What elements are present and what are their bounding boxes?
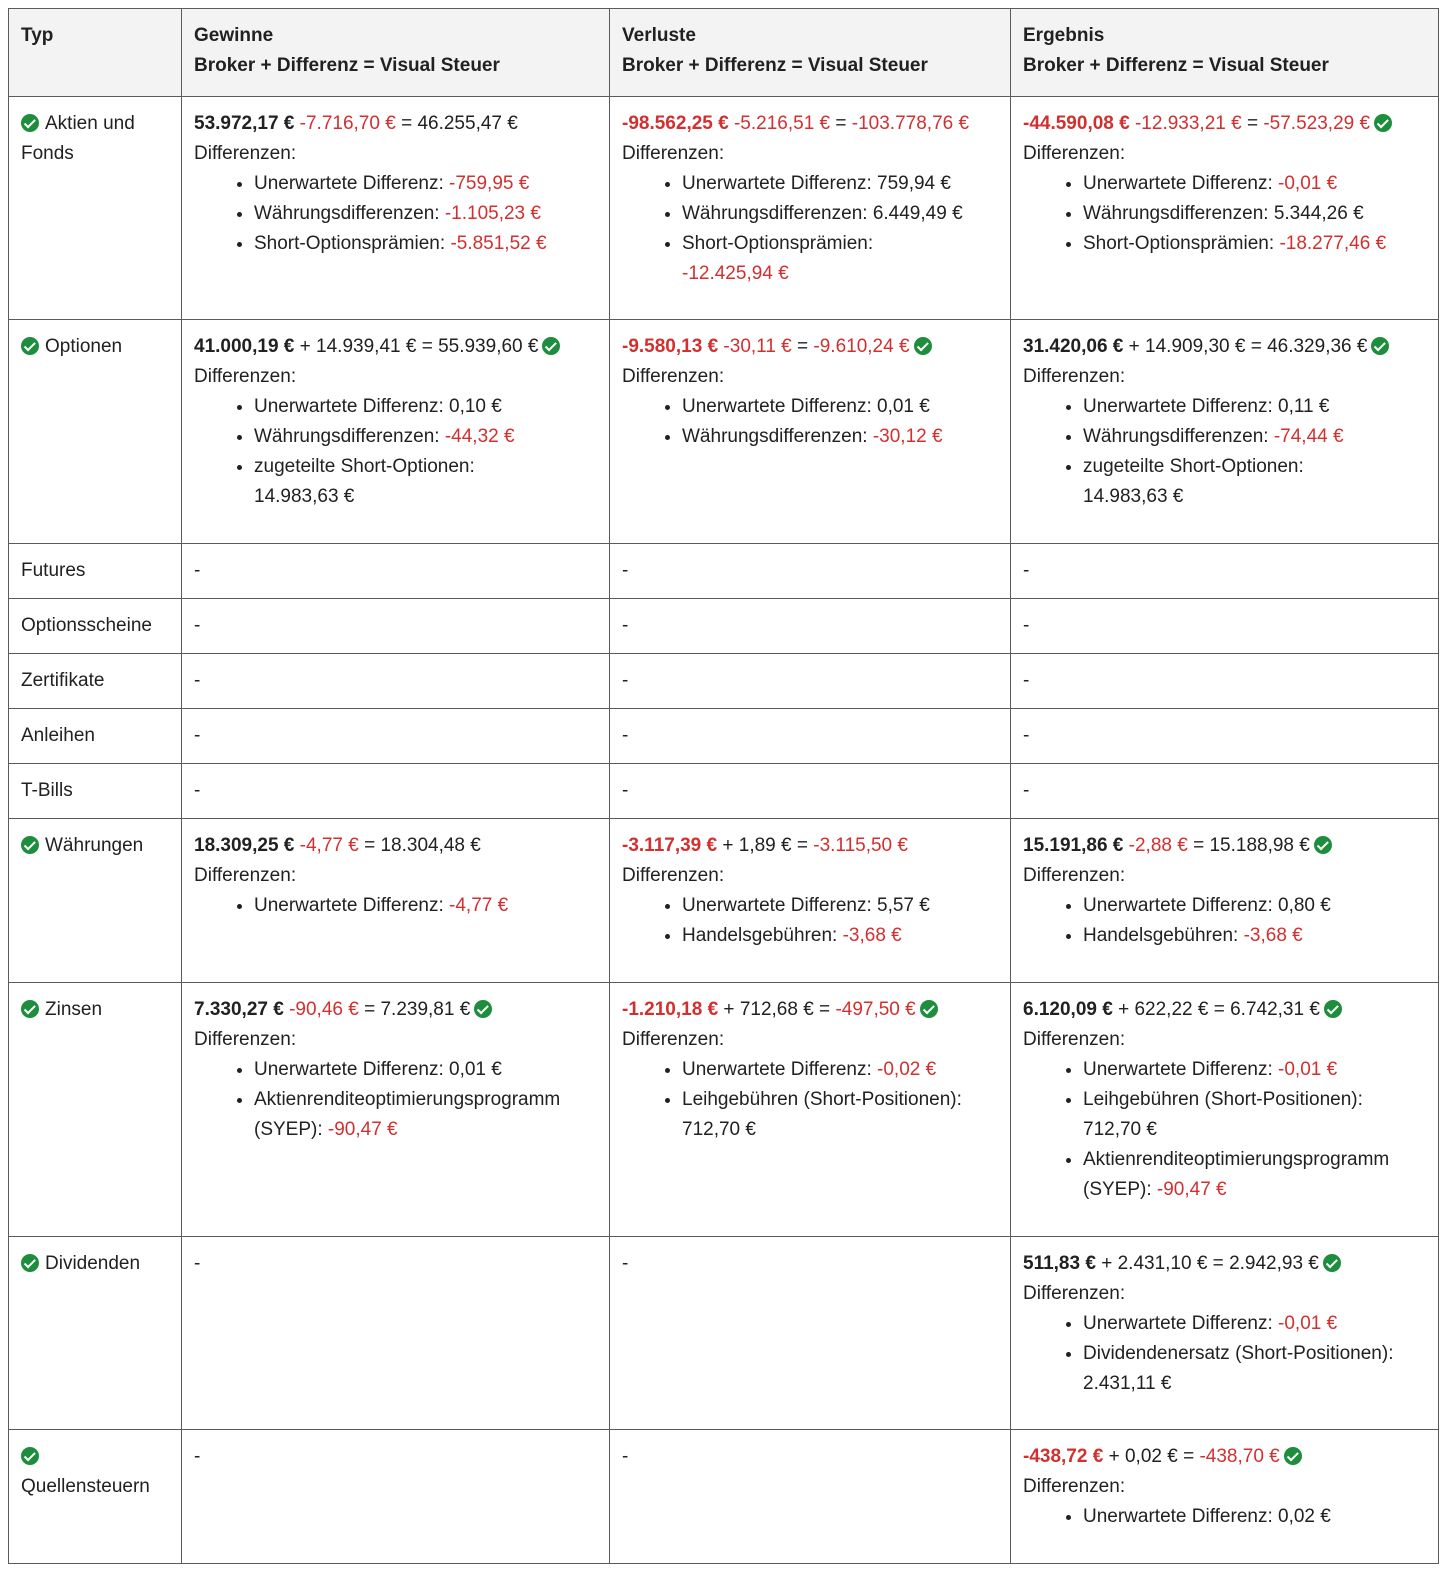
row-t-bills	[9, 764, 1439, 819]
gewinne-cell	[182, 1430, 610, 1564]
differenzen-label: Differenzen:	[1023, 1476, 1126, 1497]
result-value: 7.239,81 €	[380, 999, 471, 1020]
differences-list	[1023, 1309, 1426, 1399]
type-cell	[9, 819, 182, 983]
check-icon	[920, 1000, 938, 1018]
verluste-cell	[610, 654, 1011, 709]
row-zinsen	[9, 983, 1439, 1237]
differenzen-label: Differenzen:	[194, 366, 297, 387]
type-label: Aktien und Fonds	[21, 113, 135, 164]
row-optionen	[9, 320, 1439, 544]
ergebnis-cell	[1011, 544, 1439, 599]
result-value: 15.188,98 €	[1209, 835, 1310, 856]
broker-value: -44.590,08 €	[1023, 113, 1130, 134]
broker-value: 15.191,86 €	[1023, 835, 1124, 856]
verluste-cell	[610, 599, 1011, 654]
list-item: • Leihgebühren (Short-Positionen): 712,70 €	[1083, 1085, 1426, 1145]
list-item: • Unerwartete Differenz: 5,57 €	[682, 891, 998, 921]
list-item: • Aktienrenditeoptimierungsprogramm (SYEP): -90,47 €	[1083, 1145, 1426, 1205]
result-value: 46.255,47 €	[417, 113, 518, 134]
diff-value: 2.431,10 €	[1117, 1253, 1208, 1274]
ergebnis-cell	[1011, 819, 1439, 983]
differenzen-label: Differenzen:	[1023, 865, 1126, 886]
differenzen-label: Differenzen:	[622, 865, 725, 886]
header-typ: Typ	[9, 9, 182, 97]
type-cell	[9, 654, 182, 709]
type-label: Quellensteuern	[21, 1476, 150, 1497]
type-cell	[9, 983, 182, 1237]
check-icon	[542, 337, 560, 355]
header-formula: Broker + Differenz = Visual Steuer	[194, 55, 500, 76]
differenzen-label: Differenzen:	[1023, 1283, 1126, 1304]
verluste-cell	[610, 819, 1011, 983]
list-item: • Währungsdifferenzen: 5.344,26 €	[1083, 199, 1426, 229]
diff-value: 0,02 €	[1124, 1446, 1178, 1467]
empty-dash: -	[194, 1253, 201, 1274]
ergebnis-cell	[1011, 654, 1439, 709]
ergebnis-cell	[1011, 97, 1439, 320]
broker-value: -1.210,18 €	[622, 999, 719, 1020]
ergebnis-cell	[1011, 1237, 1439, 1430]
ergebnis-cell	[1011, 709, 1439, 764]
diff-value: -12.933,21 €	[1134, 113, 1242, 134]
result-value: 55.939,60 €	[438, 336, 539, 357]
differenzen-label: Differenzen:	[622, 143, 725, 164]
diff-value: 622,22 €	[1134, 999, 1209, 1020]
diff-value: 712,68 €	[739, 999, 814, 1020]
row-waehrungen	[9, 819, 1439, 983]
broker-value: 7.330,27 €	[194, 999, 284, 1020]
empty-dash: -	[194, 725, 201, 746]
differences-list	[194, 891, 597, 921]
empty-dash: -	[622, 670, 629, 691]
header-ergebnis: Ergebnis Broker + Differenz = Visual Steuer	[1011, 9, 1439, 97]
ergebnis-cell	[1011, 1430, 1439, 1564]
list-item: • Unerwartete Differenz: -0,01 €	[1083, 1309, 1426, 1339]
gewinne-cell	[182, 599, 610, 654]
formula-line: -1.210,18 € + 712,68 € = -497,50 €	[622, 995, 998, 1025]
empty-dash: -	[622, 560, 629, 581]
broker-value: 511,83 €	[1023, 1253, 1096, 1274]
differenzen-label: Differenzen:	[194, 143, 297, 164]
header-formula: Broker + Differenz = Visual Steuer	[622, 55, 928, 76]
type-cell	[9, 544, 182, 599]
result-value: -497,50 €	[835, 999, 916, 1020]
broker-value: 18.309,25 €	[194, 835, 295, 856]
empty-dash: -	[194, 1446, 201, 1467]
empty-dash: -	[1023, 780, 1030, 801]
verluste-cell	[610, 1237, 1011, 1430]
formula-line: 18.309,25 € -4,77 € = 18.304,48 €	[194, 835, 481, 856]
broker-value: 6.120,09 €	[1023, 999, 1113, 1020]
check-icon	[914, 337, 932, 355]
diff-value: -4,77 €	[299, 835, 359, 856]
empty-dash: -	[622, 725, 629, 746]
list-item: • Unerwartete Differenz: 0,01 €	[682, 392, 998, 422]
header-formula: Broker + Differenz = Visual Steuer	[1023, 55, 1329, 76]
broker-value: -438,72 €	[1023, 1446, 1104, 1467]
list-item: • Währungsdifferenzen: 6.449,49 €	[682, 199, 998, 229]
type-label: Dividenden	[45, 1253, 141, 1274]
gewinne-cell	[182, 983, 610, 1237]
verluste-cell	[610, 983, 1011, 1237]
result-value: -9.610,24 €	[813, 336, 910, 357]
list-item: • Leihgebühren (Short-Positionen): 712,70 €	[682, 1085, 998, 1145]
empty-dash: -	[194, 560, 201, 581]
differences-list	[622, 392, 998, 452]
list-item: • Handelsgebühren: -3,68 €	[682, 921, 998, 951]
empty-dash: -	[1023, 725, 1030, 746]
formula-line: 53.972,17 € -7.716,70 € = 46.255,47 €	[194, 113, 518, 134]
list-item: • zugeteilte Short-Optionen: 14.983,63 €	[1083, 452, 1426, 512]
verluste-cell	[610, 544, 1011, 599]
differences-list	[622, 169, 998, 289]
row-anleihen	[9, 709, 1439, 764]
formula-line: -44.590,08 € -12.933,21 € = -57.523,29 €	[1023, 109, 1426, 139]
differenzen-label: Differenzen:	[1023, 366, 1126, 387]
differences-list	[194, 1055, 597, 1145]
list-item: • Short-Optionsprämien: -12.425,94 €	[682, 229, 998, 289]
row-dividenden	[9, 1237, 1439, 1430]
result-value: 6.742,31 €	[1230, 999, 1320, 1020]
ergebnis-cell	[1011, 599, 1439, 654]
tax-reconciliation-table	[8, 8, 1439, 1564]
gewinne-cell	[182, 819, 610, 983]
list-item: • Short-Optionsprämien: -5.851,52 €	[254, 229, 597, 259]
differenzen-label: Differenzen:	[194, 865, 297, 886]
header-verluste: Verluste Broker + Differenz = Visual Steuer	[610, 9, 1011, 97]
type-label: Futures	[21, 560, 86, 581]
list-item: • Währungsdifferenzen: -44,32 €	[254, 422, 597, 452]
list-item: • Unerwartete Differenz: -4,77 €	[254, 891, 597, 921]
check-icon	[1323, 1254, 1341, 1272]
result-value: 46.329,36 €	[1267, 336, 1368, 357]
gewinne-cell	[182, 764, 610, 819]
check-icon	[1284, 1447, 1302, 1465]
list-item: • Währungsdifferenzen: -74,44 €	[1083, 422, 1426, 452]
diff-value: 14.939,41 €	[316, 336, 417, 357]
diff-value: -5.216,51 €	[733, 113, 831, 134]
type-label: Optionen	[45, 336, 123, 357]
diff-value: -2,88 €	[1128, 835, 1188, 856]
list-item: • Unerwartete Differenz: 0,02 €	[1083, 1502, 1426, 1532]
list-item: • zugeteilte Short-Optionen: 14.983,63 €	[254, 452, 597, 512]
type-label: T-Bills	[21, 780, 73, 801]
type-cell	[9, 709, 182, 764]
formula-line: 511,83 € + 2.431,10 € = 2.942,93 €	[1023, 1249, 1426, 1279]
list-item: • Unerwartete Differenz: -0,01 €	[1083, 1055, 1426, 1085]
broker-value: -98.562,25 €	[622, 113, 729, 134]
gewinne-cell	[182, 1237, 610, 1430]
result-value: 2.942,93 €	[1229, 1253, 1319, 1274]
row-zertifikate	[9, 654, 1439, 709]
formula-line: 6.120,09 € + 622,22 € = 6.742,31 €	[1023, 995, 1426, 1025]
check-icon	[474, 1000, 492, 1018]
empty-dash: -	[1023, 615, 1030, 636]
check-icon	[21, 836, 39, 854]
differenzen-label: Differenzen:	[1023, 1029, 1126, 1050]
verluste-cell	[610, 320, 1011, 544]
result-value: -57.523,29 €	[1263, 113, 1371, 134]
formula-line: -3.117,39 € + 1,89 € = -3.115,50 €	[622, 835, 908, 856]
type-cell	[9, 1430, 182, 1564]
differences-list	[1023, 169, 1426, 259]
type-cell	[9, 1237, 182, 1430]
gewinne-cell	[182, 709, 610, 764]
result-value: -3.115,50 €	[813, 835, 908, 856]
differences-list	[622, 1055, 998, 1145]
formula-line: 31.420,06 € + 14.909,30 € = 46.329,36 €	[1023, 332, 1426, 362]
verluste-cell	[610, 764, 1011, 819]
list-item: • Dividendenersatz (Short-Positionen): 2.431,11 €	[1083, 1339, 1426, 1399]
row-aktien-und-fonds	[9, 97, 1439, 320]
differenzen-label: Differenzen:	[194, 1029, 297, 1050]
result-value: -438,70 €	[1199, 1446, 1280, 1467]
type-label: Optionsscheine	[21, 615, 152, 636]
empty-dash: -	[622, 780, 629, 801]
verluste-cell	[610, 709, 1011, 764]
type-label: Zinsen	[45, 999, 103, 1020]
check-icon	[21, 114, 39, 132]
list-item: • Unerwartete Differenz: 759,94 €	[682, 169, 998, 199]
check-icon	[1371, 337, 1389, 355]
differences-list	[1023, 1055, 1426, 1205]
diff-value: -7.716,70 €	[299, 113, 396, 134]
check-icon	[21, 1254, 39, 1272]
list-item: • Aktienrenditeoptimierungsprogramm (SYEP): -90,47 €	[254, 1085, 597, 1145]
result-value: 18.304,48 €	[380, 835, 481, 856]
header-gewinne: Gewinne Broker + Differenz = Visual Steuer	[182, 9, 610, 97]
differenzen-label: Differenzen:	[622, 366, 725, 387]
empty-dash: -	[194, 615, 201, 636]
row-optionsscheine	[9, 599, 1439, 654]
list-item: • Unerwartete Differenz: 0,10 €	[254, 392, 597, 422]
type-cell	[9, 97, 182, 320]
list-item: • Unerwartete Differenz: -0,02 €	[682, 1055, 998, 1085]
gewinne-cell	[182, 320, 610, 544]
differences-list	[194, 169, 597, 259]
type-cell	[9, 764, 182, 819]
list-item: • Unerwartete Differenz: -0,01 €	[1083, 169, 1426, 199]
type-label: Anleihen	[21, 725, 95, 746]
broker-value: 41.000,19 €	[194, 336, 295, 357]
formula-line: 15.191,86 € -2,88 € = 15.188,98 €	[1023, 831, 1426, 861]
differences-list	[622, 891, 998, 951]
check-icon	[21, 1000, 39, 1018]
list-item: • Unerwartete Differenz: 0,11 €	[1083, 392, 1426, 422]
formula-line: -9.580,13 € -30,11 € = -9.610,24 €	[622, 332, 998, 362]
broker-value: -3.117,39 €	[622, 835, 718, 856]
gewinne-cell	[182, 544, 610, 599]
row-futures	[9, 544, 1439, 599]
ergebnis-cell	[1011, 320, 1439, 544]
list-item: • Short-Optionsprämien: -18.277,46 €	[1083, 229, 1426, 259]
type-cell	[9, 320, 182, 544]
empty-dash: -	[194, 780, 201, 801]
empty-dash: -	[194, 670, 201, 691]
formula-line: -98.562,25 € -5.216,51 € = -103.778,76 €	[622, 113, 970, 134]
list-item: • Währungsdifferenzen: -30,12 €	[682, 422, 998, 452]
empty-dash: -	[622, 1446, 629, 1467]
list-item: • Handelsgebühren: -3,68 €	[1083, 921, 1426, 951]
broker-value: 31.420,06 €	[1023, 336, 1124, 357]
differences-list	[1023, 891, 1426, 951]
differences-list	[1023, 1502, 1426, 1532]
differenzen-label: Differenzen:	[622, 1029, 725, 1050]
header-row	[9, 9, 1439, 97]
differences-list	[194, 392, 597, 512]
diff-value: -30,11 €	[723, 336, 792, 357]
list-item: • Unerwartete Differenz: 0,80 €	[1083, 891, 1426, 921]
check-icon	[1324, 1000, 1342, 1018]
empty-dash: -	[1023, 670, 1030, 691]
verluste-cell	[610, 97, 1011, 320]
diff-value: 14.909,30 €	[1145, 336, 1246, 357]
formula-line: 41.000,19 € + 14.939,41 € = 55.939,60 €	[194, 332, 597, 362]
list-item: • Unerwartete Differenz: 0,01 €	[254, 1055, 597, 1085]
ergebnis-cell	[1011, 764, 1439, 819]
empty-dash: -	[622, 615, 629, 636]
list-item: • Währungsdifferenzen: -1.105,23 €	[254, 199, 597, 229]
empty-dash: -	[1023, 560, 1030, 581]
empty-dash: -	[622, 1253, 629, 1274]
check-icon	[21, 1447, 39, 1465]
check-icon	[21, 337, 39, 355]
list-item: • Unerwartete Differenz: -759,95 €	[254, 169, 597, 199]
formula-line: -438,72 € + 0,02 € = -438,70 €	[1023, 1442, 1426, 1472]
broker-value: 53.972,17 €	[194, 113, 295, 134]
formula-line: 7.330,27 € -90,46 € = 7.239,81 €	[194, 995, 597, 1025]
gewinne-cell	[182, 97, 610, 320]
diff-value: 1,89 €	[738, 835, 792, 856]
type-label: Währungen	[45, 835, 144, 856]
broker-value: -9.580,13 €	[622, 336, 719, 357]
type-label: Zertifikate	[21, 670, 105, 691]
gewinne-cell	[182, 654, 610, 709]
diff-value: -90,46 €	[289, 999, 359, 1020]
ergebnis-cell	[1011, 983, 1439, 1237]
differences-list	[1023, 392, 1426, 512]
result-value: -103.778,76 €	[851, 113, 970, 134]
row-quellensteuern	[9, 1430, 1439, 1564]
type-cell	[9, 599, 182, 654]
differenzen-label: Differenzen:	[1023, 143, 1126, 164]
check-icon	[1374, 114, 1392, 132]
verluste-cell	[610, 1430, 1011, 1564]
check-icon	[1314, 836, 1332, 854]
